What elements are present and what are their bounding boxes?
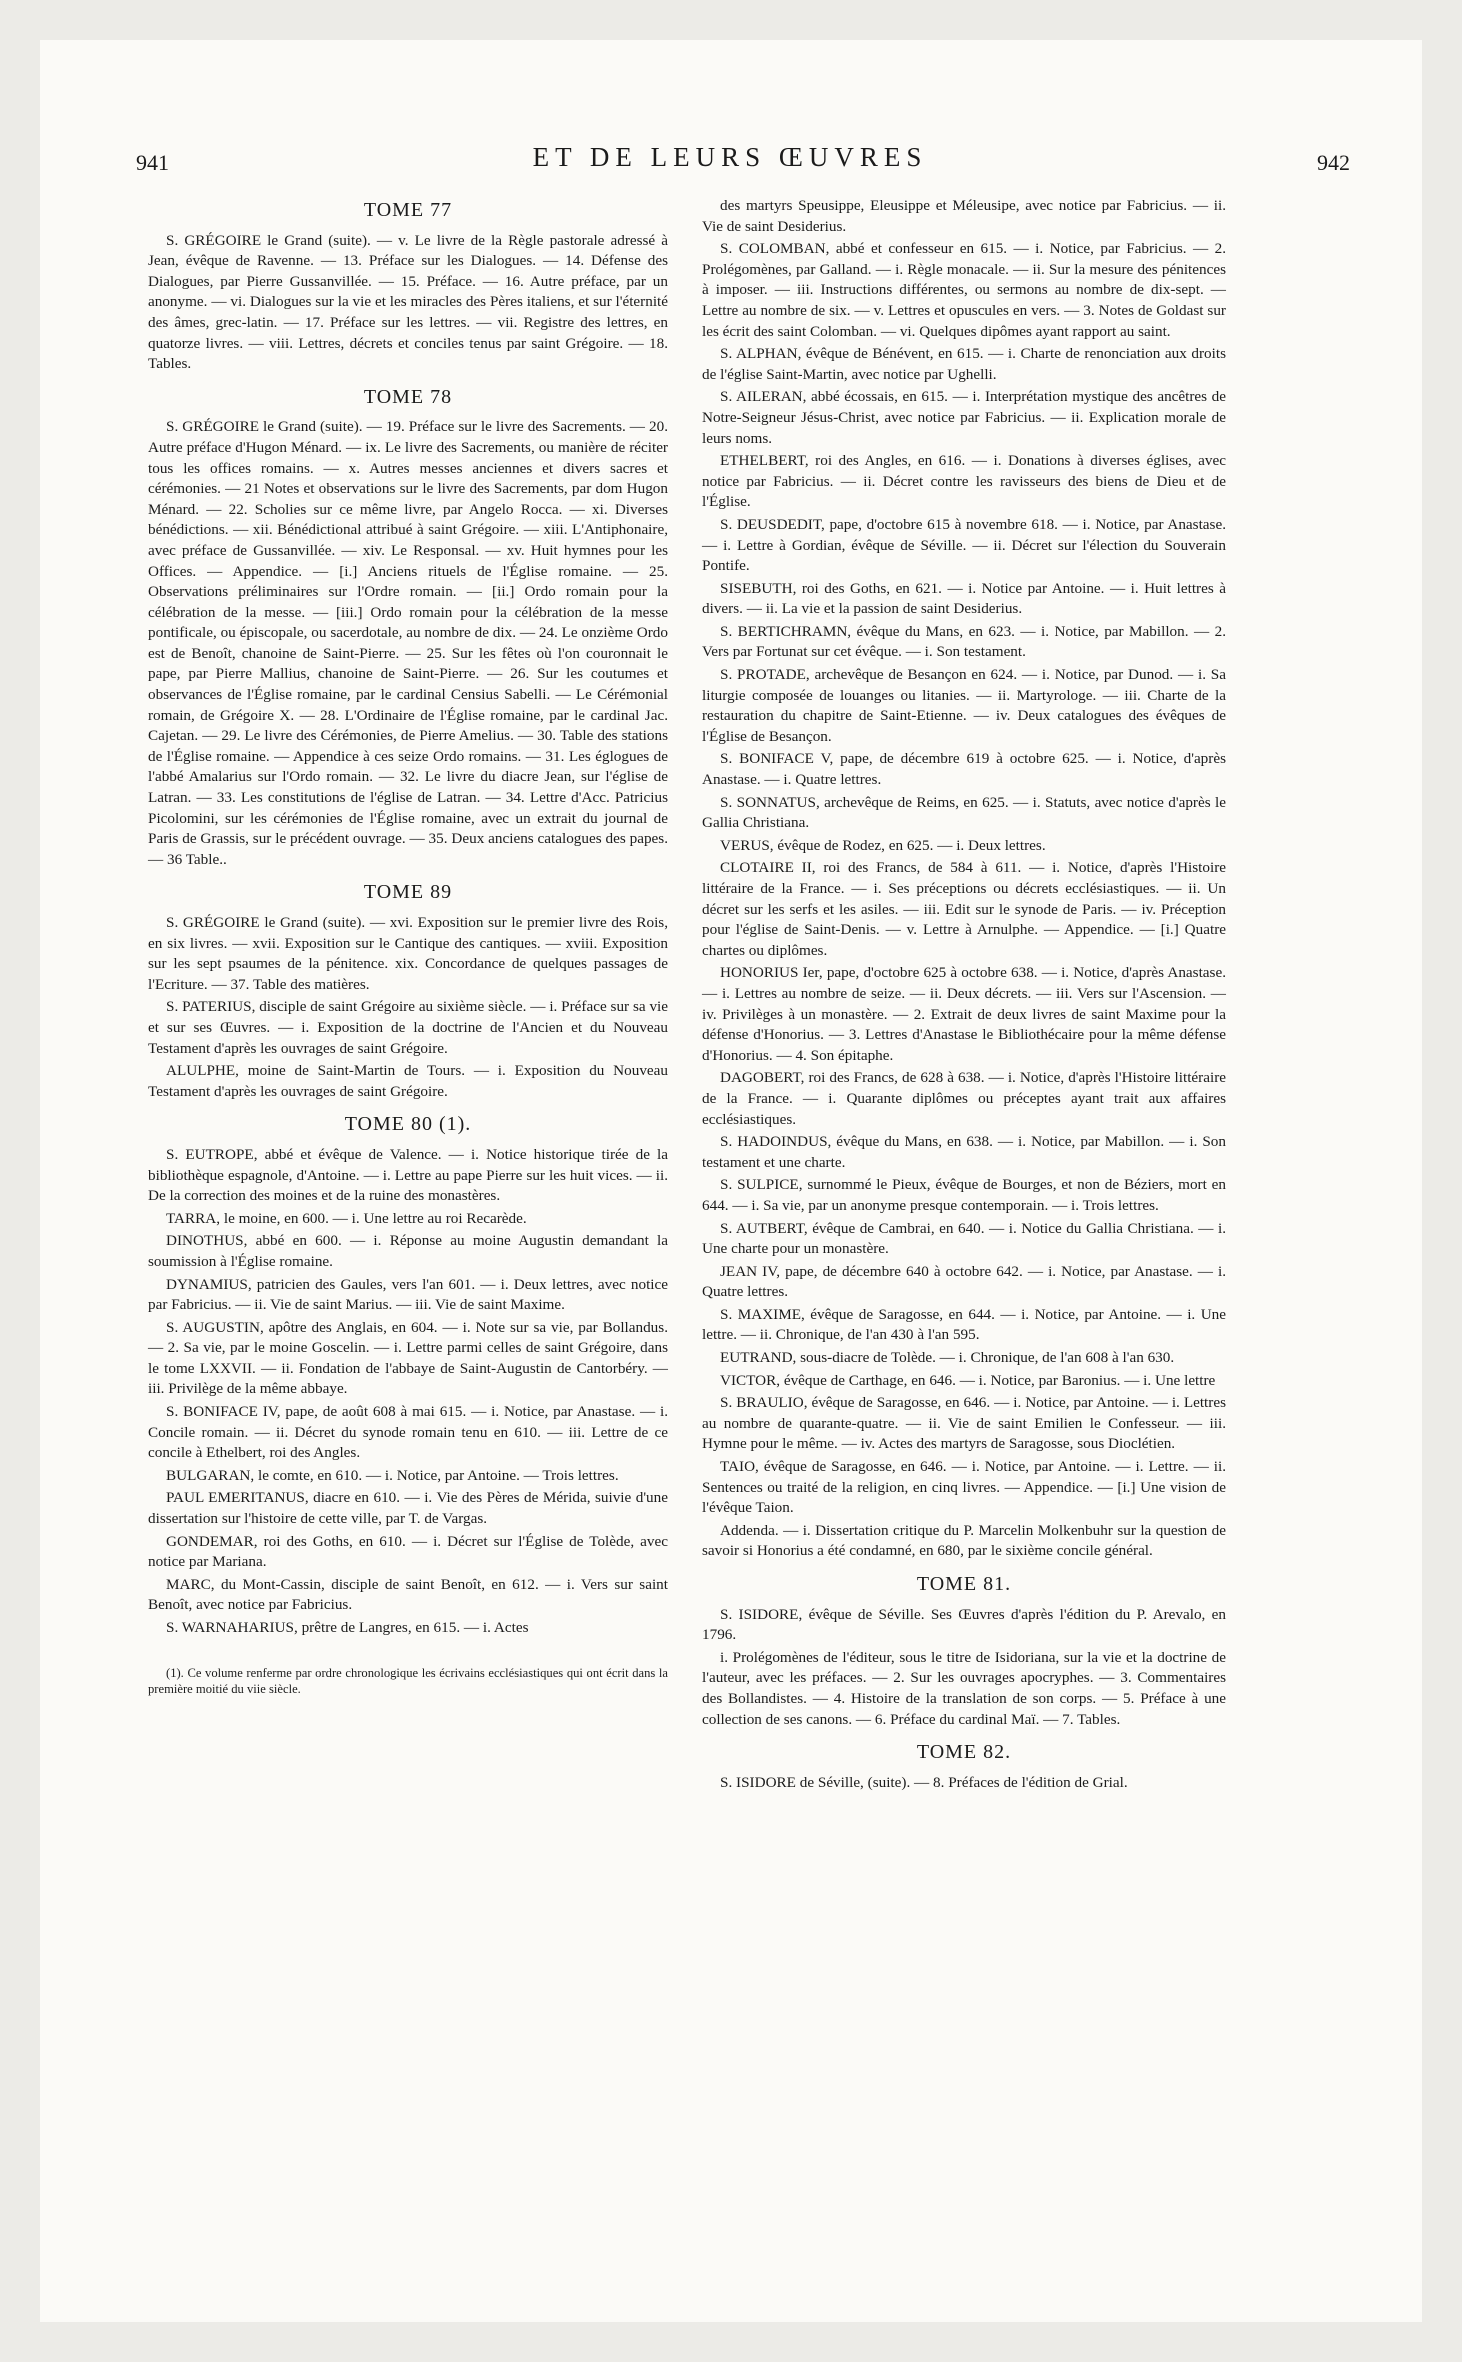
entry-paragraph: TARRA, le moine, en 600. — i. Une lettre au roi Recarède. xyxy=(166,1209,527,1227)
tome-heading: TOME 77 xyxy=(363,199,453,221)
entry-paragraph: S. AUTBERT, évêque de Cambrai, en 640. — i. Notice du Gallia Christiana. — i. Une charte pour un monastère. xyxy=(702,1219,1226,1258)
entry-paragraph: GONDEMAR, roi des Goths, en 610. — i. Décret sur l'Église de Tolède, avec notice par Mariana. xyxy=(148,1532,668,1571)
entry-paragraph: ETHELBERT, roi des Angles, en 616. — i. Donations à diverses églises, avec notice par Fabricius. — ii. Décret contre les ravisseurs des biens de Dieu et de l'Église. xyxy=(702,452,1226,511)
entry-paragraph: S. GRÉGOIRE le Grand (suite). — xvi. Exposition sur le premier livre des Rois, en six livres. — xvii. Exposition sur le Cantique des cantiques. — xviii. Exposition sur les sept psaumes de la pénitence. xix. Concordance de quelques passages de l'Ecriture. — 37. Table des matières. xyxy=(148,914,668,993)
entry-paragraph: EUTRAND, sous-diacre de Tolède. — i. Chronique, de l'an 608 à l'an 630. xyxy=(720,1349,1175,1367)
entry-paragraph: HONORIUS Ier, pape, d'octobre 625 à octobre 638. — i. Notice, d'après Anastase. — i. Lettres au nombre de seize. — ii. Deux décrets. — iii. Vers sur l'Ascension. — iv. Privilèges à un monastère. — 2. Extrait de deux livres de saint Maxime pour la défense d'Honorius. — 3. Lettres d'Anastase le Bibliothécaire pour la même défense d'Honorius. — 4. Son épitaphe. xyxy=(702,964,1226,1064)
entry-paragraph: S. PROTADE, archevêque de Besançon en 624. — i. Notice, par Dunod. — i. Sa liturgie composée de louanges ou litanies. — ii. Martyrologe. — iii. Charte de la restauration du chapitre de Saint-Etienne. — iv. Deux catalogues des évêques de l'Église de Besançon. xyxy=(702,666,1226,745)
entry-paragraph: CLOTAIRE II, roi des Francs, de 584 à 611. — i. Notice, d'après l'Histoire littéraire de la France. — i. Ses préceptions ou décrets ecclésiastiques. — ii. Un décret sur les serfs et les asiles. — iii. Edit sur le synode de Paris. — iv. Préception pour l'église de Saint-Denis. — v. Lettre à Arnulphe. — Appendice. — [i.] Quatre chartes ou diplômes. xyxy=(702,859,1226,959)
entry-paragraph: JEAN IV, pape, de décembre 640 à octobre 642. — i. Notice, par Anastase. — i. Quatre lettres. xyxy=(702,1262,1226,1301)
entry-paragraph: des martyrs Speusippe, Eleusippe et Méleusipe, avec notice par Fabricius. — ii. Vie de saint Desiderius. xyxy=(702,197,1226,235)
entry-paragraph: S. EUTROPE, abbé et évêque de Valence. — i. Notice historique tirée de la bibliothèque espagnole, d'Antoine. — i. Lettre au pape Pierre sur les huit vices. — ii. De la correction des moines et de la ruine des monastères. xyxy=(148,1145,668,1205)
tome-heading: TOME 81. xyxy=(916,1573,1012,1595)
entry-paragraph: SISEBUTH, roi des Goths, en 621. — i. Notice par Antoine. — i. Huit lettres à divers. — ii. La vie et la passion de saint Desiderius. xyxy=(702,579,1226,618)
entry-paragraph: DAGOBERT, roi des Francs, de 628 à 638. — i. Notice, d'après l'Histoire littéraire de la France. — i. Quarante diplômes ou préceptes ayant trait aux affaires ecclésiastiques. xyxy=(702,1069,1226,1128)
entry-paragraph: ALULPHE, moine de Saint-Martin de Tours. — i. Exposition du Nouveau Testament d'après les ouvrages de saint Grégoire. xyxy=(148,1062,668,1100)
tome-heading: TOME 89 xyxy=(363,881,453,904)
entry-paragraph: i. Prolégomènes de l'éditeur, sous le titre de Isidoriana, sur la vie et la doctrine de l'auteur, avec les préfaces. — 2. Sur les ouvrages apocryphes. — 3. Commentaires des Bollandistes. — 4. Histoire de la translation de son corps. — 5. Préface à une collection de ses canons. — 6. Préface du cardinal Maï. — 7. Tables. xyxy=(702,1648,1226,1728)
entry-paragraph: S. SULPICE, surnommé le Pieux, évêque de Bourges, et non de Béziers, mort en 644. — i. Sa vie, par un anonyme presque contemporain. — i. Trois lettres. xyxy=(702,1176,1226,1214)
entry-paragraph: VICTOR, évêque de Carthage, en 646. — i. Notice, par Baronius. — i. Une lettre xyxy=(720,1371,1216,1389)
entry-paragraph: S. MAXIME, évêque de Saragosse, en 644. — i. Notice, par Antoine. — i. Une lettre. — ii. Chronique, de l'an 430 à l'an 595. xyxy=(702,1305,1226,1344)
entry-paragraph: Addenda. — i. Dissertation critique du P. Marcelin Molkenbuhr sur la question de savoir si Honorius a été condamné, en 680, par le sixième concile général. xyxy=(702,1521,1226,1560)
entry-paragraph: S. PATERIUS, disciple de saint Grégoire au sixième siècle. — i. Préface sur sa vie et sur ses Œuvres. — i. Exposition de la doctrine de l'Ancien et du Nouveau Testament d'après les ouvrages de saint Grégoire. xyxy=(148,998,668,1057)
entry-paragraph: BULGARAN, le comte, en 610. — i. Notice, par Antoine. — Trois lettres. xyxy=(166,1466,619,1484)
page-number-right: 942 xyxy=(1317,150,1350,175)
entry-paragraph: S. ISIDORE, évêque de Séville. Ses Œuvres d'après l'édition du P. Arevalo, en 1796. xyxy=(702,1605,1226,1644)
right-column xyxy=(702,196,1226,1795)
entry-paragraph: S. DEUSDEDIT, pape, d'octobre 615 à novembre 618. — i. Notice, par Anastase. — i. Lettre à Gordian, évêque de Séville. — ii. Décret sur l'élection du Souverain Pontife. xyxy=(702,515,1226,575)
left-column xyxy=(148,196,668,1699)
entry-paragraph: S. ISIDORE de Séville, (suite). — 8. Préfaces de l'édition de Grial. xyxy=(720,1773,1128,1791)
entry-paragraph: S. BONIFACE V, pape, de décembre 619 à octobre 625. — i. Notice, d'après Anastase. — i. Quatre lettres. xyxy=(702,750,1226,789)
entry-paragraph: S. SONNATUS, archevêque de Reims, en 625. — i. Statuts, avec notice d'après le Gallia Christiana. xyxy=(702,793,1226,832)
entry-paragraph: DYNAMIUS, patricien des Gaules, vers l'an 601. — i. Deux lettres, avec notice par Fabricius. — ii. Vie de saint Marius. — iii. Vie de saint Maxime. xyxy=(148,1275,668,1314)
entry-paragraph: S. HADOINDUS, évêque du Mans, en 638. — i. Notice, par Mabillon. — i. Son testament et une charte. xyxy=(702,1133,1226,1171)
running-header xyxy=(88,142,1372,182)
entry-paragraph: DINOTHUS, abbé en 600. — i. Réponse au moine Augustin demandant la soumission à l'Église romaine. xyxy=(148,1232,668,1270)
entry-paragraph: VERUS, évêque de Rodez, en 625. — i. Deux lettres. xyxy=(720,836,1046,854)
entry-paragraph: S. BONIFACE IV, pape, de août 608 à mai 615. — i. Notice, par Anastase. — i. Concile romain. — ii. Décret du synode romain tenu en 610. — iii. Lettre de ce concile à Ethelbert, roi des Angles. xyxy=(148,1403,668,1462)
entry-paragraph: S. GRÉGOIRE le Grand (suite). — 19. Préface sur le livre des Sacrements. — 20. Autre préface d'Hugon Ménard. — ix. Le livre des Sacrements, ou manière de réciter tous les offices romains. — x. Autres messes anciennes et divers sacres et cérémonies. — 21 Notes et observations sur le livre des Sacrements, par dom Hugon Ménard. — 22. Scholies sur ce même livre, par Angelo Rocca. — xi. Diverses bénédictions. — xii. Bénédictional attribué à saint Grégoire. — xiii. L'Antiphonaire, avec préface de Gussanvillée. — xiv. Le Responsal. — xv. Huit hymnes pour les Offices. — Appendice. — [i.] Anciens rituels de l'Église romaine. — 25. Observations préliminaires sur l'Ordre romain. — [ii.] Ordo romain pour la célébration de la messe. — [iii.] Ordo romain pour la célébration de la messe pontificale, ou épiscopale, ou sacerdotale, au nombre de dix. — 24. Le onzième Ordo est de Benoît, chanoine de Saint-Pierre. — 25. Sur les fêtes où l'on couronnait le pape, par Pierre Mallius, chanoine de Saint-Pierre. — 26. Sur les coutumes et observances de l'Église romaine, par le cardinal Censius Sabelli. — Le Cérémonial romain, de Grégoire X. — 28. L'Ordinaire de l'Église romaine, par le cardinal Jac. Cajetan. — 29. Le livre des Cérémonies, de Pierre Amelius. — 30. Table des stations de l'Église romaine. — Appendice à ces seize Ordo romains. — 31. Les églogues de l'abbé Amalarius sur l'Ordo romain. — 32. Le livre du diacre Jean, sur l'église de Latran. — 33. Les constitutions de l'église de Latran. — 34. Lettre d'Acc. Patricius Picolomini, sur les cérémonies de l'Église romaine, avec un extrait du journal de Paris de Grassis, sur le précédent ouvrage. — 35. Deux anciens catalogues des papes. — 36 Table.. xyxy=(148,418,668,868)
tome-heading: TOME 78 xyxy=(363,385,453,408)
entry-paragraph: S. ALPHAN, évêque de Bénévent, en 615. — i. Charte de renonciation aux droits de l'église Saint-Martin, avec notice par Ughelli. xyxy=(702,345,1226,383)
entry-paragraph: PAUL EMERITANUS, diacre en 610. — i. Vie des Pères de Mérida, suivie d'une dissertation sur l'histoire de cette ville, par T. de Vargas. xyxy=(148,1489,668,1528)
entry-paragraph: S. AILERAN, abbé écossais, en 615. — i. Interprétation mystique des ancêtres de Notre-Seigneur Jésus-Christ, avec notice par Fabricius. — ii. Explication morale de leurs noms. xyxy=(702,388,1226,447)
entry-paragraph: S. COLOMBAN, abbé et confesseur en 615. — i. Notice, par Fabricius. — 2. Prolégomènes, par Galland. — i. Règle monacale. — ii. Sur la mesure des pénitences à imposer. — iii. Instructions différentes, ou sermons au nombre de dix-sept. — Lettre au nombre de six. — v. Lettres et opuscules en vers. — 3. Notes de Goldast sur les écrit des saint Colomban. — vi. Quelques dipômes ayant rapport au saint. xyxy=(702,240,1226,340)
entry-paragraph: S. WARNAHARIUS, prêtre de Langres, en 615. — i. Actes xyxy=(166,1619,529,1636)
entry-paragraph: S. AUGUSTIN, apôtre des Anglais, en 604. — i. Note sur sa vie, par Bollandus. — 2. Sa vie, par le moine Goscelin. — i. Lettre parmi celles de saint Grégoire, dans le tome LXXVII. — ii. Fondation de l'abbaye de Saint-Augustin de Cantorbéry. — iii. Privilège de la même abbaye. xyxy=(148,1318,668,1398)
entry-paragraph: TAIO, évêque de Saragosse, en 646. — i. Notice, par Antoine. — i. Lettre. — ii. Sentences ou traité de la religion, en cinq livres. — Appendice. — [i.] Une vision de l'évêque Taion. xyxy=(702,1458,1226,1517)
footnote: (1). Ce volume renferme par ordre chronologique les écrivains ecclésiastiques qui ont écrit dans la première moitié du viie siècle. xyxy=(148,1665,668,1696)
tome-heading: TOME 80 (1). xyxy=(344,1113,472,1136)
entry-paragraph: S. BERTICHRAMN, évêque du Mans, en 623. — i. Notice, par Mabillon. — 2. Vers par Fortunat sur cet évêque. — i. Son testament. xyxy=(702,622,1226,661)
running-title: ET DE LEURS ŒUVRES xyxy=(532,142,928,172)
entry-paragraph: S. BRAULIO, évêque de Saragosse, en 646. — i. Notice, par Antoine. — i. Lettres au nombre de quarante-quatre. — ii. Vie de saint Emilien le Confesseur. — iii. Hymne pour le même. — iv. Actes des martyrs de Saragosse, sous Dioclétien. xyxy=(702,1394,1226,1453)
entry-paragraph: MARC, du Mont-Cassin, disciple de saint Benoît, en 612. — i. Vers sur saint Benoît, avec notice par Fabricius. xyxy=(148,1575,668,1614)
entry-paragraph: S. GRÉGOIRE le Grand (suite). — v. Le livre de la Règle pastorale adressé à Jean, évêque de Ravenne. — 13. Préface sur les Dialogues. — 14. Défense des Dialogues, par Pierre Gussanvillée. — 15. Préface. — 16. Autre préface, par un anonyme. — vi. Dialogues sur la vie et les miracles des Pères italiens, et sur l'éternité des âmes, grec-latin. — 17. Préface sur les lettres. — vii. Registre des lettres, en quatorze livres. — viii. Lettres, décrets et conciles tenus par saint Grégoire. — 18. Tables. xyxy=(148,231,668,373)
tome-heading: TOME 82. xyxy=(916,1741,1012,1764)
page-number-left: 941 xyxy=(136,150,169,175)
